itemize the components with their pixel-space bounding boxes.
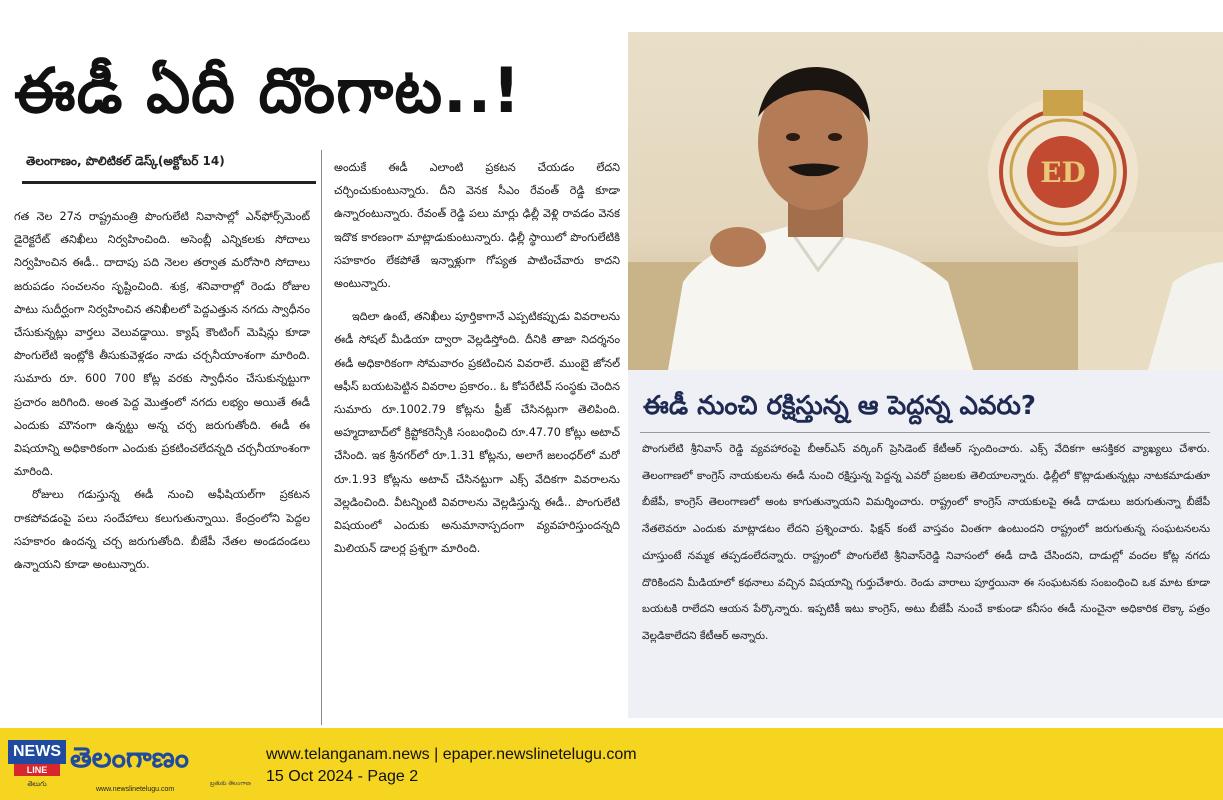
svg-text:ED: ED	[1040, 156, 1086, 189]
article-column-2	[334, 156, 620, 726]
paragraph: రోజులు గడుస్తున్న ఈడీ నుంచి అఫీషియల్‌గా ప్రకటన రాకపోవడంపై పలు సందేహాలు కలుగుతున్నాయి. కేంద్రంలోని పెద్దల సహకారం ఉందన్న చర్చ జరుగుతోంది. బీజేపీ నేతల అండదండలు ఉన్నాయని కూడా అంటున్నారు.	[14, 488, 310, 572]
sidebar-box	[628, 370, 1223, 718]
sidebar-box-text: పొంగులేటి శ్రీనివాస్ రెడ్డి వ్యవహారంపై బీఆర్ఎస్ వర్కింగ్ ప్రెసిడెంట్ కేటీఆర్ స్పందించారు. ఎక్స్ వేదికగా ఆసక్తికర వ్యాఖ్యలు చేశారు. తెలంగాణలో కాంగ్రెస్ నాయకులను ఈడీ నుంచి రక్షిస్తున్న పెద్దన్న ఎవరో ప్రజలకు తెలియాలన్నారు. ఢిల్లీలో కొట్లాడుతున్నట్లు నాటకమాడుతూ బీజేపీ, కాంగ్రెస్ తెలంగాణలో అంట కాగుతున్నాయని విమర్శించారు. రాష్ట్రంలో కాంగ్రెస్ నాయకులపై ఈడీ దాడులు జరుగుతున్నా బీజేపీ నేతలెవరూ ఎందుకు మాట్లాడటం లేదని ప్రశ్నించారు. ఫిక్షన్ కంటే వాస్తవం వింతగా ఉంటుందని రాష్ట్రంలో జరుగుతున్న సంఘటనలను చూస్తుంటే నమ్మక తప్పడంలేదన్నారు. రాష్ట్రంలో పొంగులేటి శ్రీనివాస్‌రెడ్డి నివాసంలో ఈడీ దాడి చేసిందని, దాడుల్లో వందల కోట్ల నగదు దొరికిందని మీడియాలో కథనాలు వచ్చిన విషయాన్ని గుర్తుచేశారు. రెండు వారాలు పూర్తయినా ఈ సంఘటనకు సంబంధించి ఒక మాట కూడా బయటకి రాలేదని ఆయన పేర్కొన్నారు. ఇప్పటికీ ఇటు కాంగ్రెస్, అటు బీజేపీ నుంచే కాకుండా కనీసం ఈడీ నుంచైనా అధికారిక లెక్కా పత్రం వెల్లడికాలేదని కేటీఆర్ అన్నారు.	[642, 443, 1210, 642]
telanganam-logo-tagline: బ్రతుకు తెలంగాణ	[210, 780, 251, 787]
newsline-logo-sub: తెలుగు	[27, 780, 47, 788]
article-column-1	[14, 205, 310, 725]
footer-info	[266, 744, 866, 788]
paragraph: ఇదిలా ఉంటే, తనిఖీలు పూర్తికాగానే ఎప్పటికప్పుడు వివరాలను ఈడీ సోషల్ మీడియా ద్వారా వెల్లడిస్తోంది. దీనికి తాజా నిదర్శనం ఈడీ అధికారికంగా సోమవారం ప్రకటించిన వివరాలే. ముంబై జోనల్ ఆఫీస్ బయటపెట్టిన వివరాల ప్రకారం.. ఓ కోపరేటివ్ సంస్థకు చెందిన సుమారు రూ.1002.79 కోట్లను ఫ్రీజ్ చేసినట్లుగా తెలిపింది. అహ్మదాబాద్‌లో క్రిప్టోకరెన్సీకి సంబంధించి రూ.47.70 కోట్లు అటాచ్ చేసింది. ఇక శ్రీనగర్‌లో రూ.1.31 కోట్లను, అలాగే జలంధర్‌లో మరో రూ.1.93 కోట్లను అటాచ్ చేసినట్టుగా ఎక్స్ వేదికగా వివరాలను వెల్లడించింది. వీటన్నింటి వివరాలను వెల్లడిస్తున్న ఈడీ.. పొంగులేటి విషయంలో ఎందుకు అనుమానాస్పదంగా వ్యవహరిస్తుందన్నది మిలియన్ డాలర్ల ప్రశ్నగా మారింది.	[334, 310, 620, 556]
article-headline: ఈడీ ఏదీ దొంగాట..!	[14, 54, 522, 127]
newsline-logo-mid: LINE	[14, 764, 60, 776]
newsline-logo	[8, 740, 66, 790]
photo-illustration	[628, 32, 1223, 370]
sidebar-box-title: ఈడీ నుంచి రక్షిస్తున్న ఆ పెద్దన్న ఎవరు?	[643, 391, 1036, 421]
footer-sites: www.telanganam.news | epaper.newslinetelugu.com	[266, 746, 637, 763]
paragraph: గత నెల 27న రాష్ట్రమంత్రి పొంగులేటి నివాసాల్లో ఎన్‌ఫోర్స్‌మెంట్ డైరెక్టరేట్ తనిఖీలు నిర్వహించింది. అసెంబ్లీ ఎన్నికలకు సోదాలు నిర్వహించిన ఈడీ.. దాదాపు పది నెలల తర్వాత మరోసారి సోదాలు జరుపడం సంచలనం సృష్టించింది. శుక్ర, శనివారాల్లో రెండు రోజుల పాటు సుదీర్ఘంగా నిర్వహించిన తనిఖీలలో పెద్దఎత్తున నగదు స్వాధీనం చేసుకున్నట్లు వార్తలు వెలువడ్డాయి. క్యాష్ కౌంటింగ్ మెషిన్లు కూడా పొంగులేటి ఇంట్లోకి తీసుకువెళ్లడం నాడు చర్చనీయాంశంగా మారింది. సుమారు రూ. 600 700 కోట్ల వరకు స్వాధీనం చేసుకున్నట్టుగా ప్రచారం జరిగింది. అంత పెద్ద మొత్తంలో నగదు లభ్యం అయితే ఈడీ ఎందుకు మౌనంగా ఉన్నట్టు అన్న చర్చ జరుగుతోంది. ఈడీ ఈ విషయాన్ని అధికారికంగా ఎందుకు ప్రకటించలేదన్నది చర్చనీయాంశంగా మారింది.	[14, 210, 310, 479]
newsline-logo-top: NEWS	[8, 740, 66, 764]
telanganam-logo: తెలంగాణం	[70, 741, 189, 774]
page-footer	[0, 728, 1223, 800]
byline-divider	[22, 181, 316, 184]
footer-date-page: 15 Oct 2024 - Page 2	[266, 768, 419, 785]
logo-website: www.newslinetelugu.com	[96, 786, 175, 793]
sidebar-box-divider	[640, 432, 1210, 433]
article-photo	[628, 32, 1223, 370]
column-divider	[321, 150, 322, 725]
article-byline: తెలంగాణం, పొలిటికల్ డెస్క్(అక్టోబర్ 14)	[26, 154, 225, 168]
paragraph: అందుకే ఈడీ ఎలాంటి ప్రకటన చేయడం లేదని చర్చించుకుంటున్నారు. దీని వెనక సీఎం రేవంత్ రెడ్డి కూడా ఉన్నారంటున్నారు. రేవంత్ రెడ్డి పలు మార్లు ఢిల్లీ వెళ్లి రావడం వెనక ఇదొక కారణంగా మాట్లాడుకుంటున్నారు. ఢిల్లీ స్థాయిలో పొంగులేటికి సహకారం లేకపోతే ఇన్నాళ్లుగా గోప్యత పాటించేవారు కాదని అంటున్నారు.	[334, 161, 620, 291]
